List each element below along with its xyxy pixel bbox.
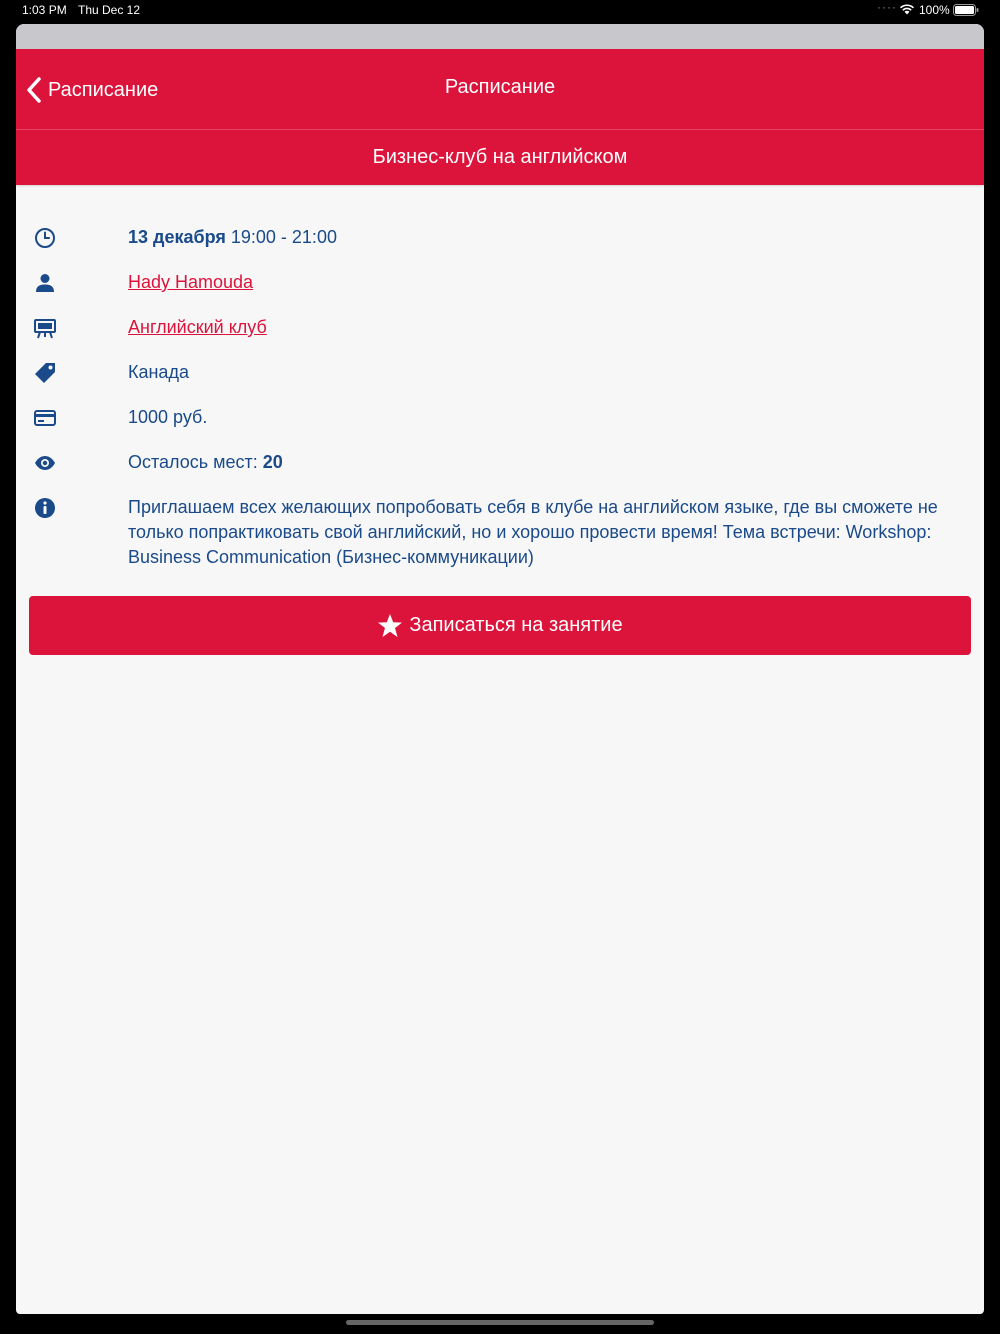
modal-sheet <box>16 24 984 1314</box>
lesson-date: 13 декабря <box>128 227 226 247</box>
teacher-row <box>16 270 984 315</box>
page-title: Расписание <box>444 76 556 98</box>
status-bar <box>0 0 1000 22</box>
person-icon <box>34 272 56 294</box>
signup-button[interactable] <box>29 596 971 655</box>
star-icon <box>377 613 403 639</box>
signal-dots-icon: ···· <box>877 0 897 14</box>
wifi-icon <box>899 3 915 15</box>
description-text: Приглашаем всех желающих попробовать себя в клубе на английском языке, где вы сможете не только попрактиковать свой английский, но и хорошо провести время! Тема встречи: Workshop: Business Communication (Бизнес-коммуникации) <box>128 497 938 567</box>
location-text: Канада <box>128 362 189 382</box>
back-label: Расписание <box>48 78 159 101</box>
seats-value: 20 <box>262 452 283 472</box>
status-time: 1:03 PM <box>22 3 67 17</box>
lesson-time: 19:00 - 21:00 <box>230 227 337 247</box>
datetime-row <box>16 225 984 270</box>
lesson-details <box>16 185 984 570</box>
description-row <box>16 495 984 570</box>
status-date: Thu Dec 12 <box>78 3 141 17</box>
teacher-link[interactable]: Hady Hamouda <box>128 272 254 292</box>
price-text: 1000 руб. <box>128 407 208 427</box>
location-row <box>16 360 984 405</box>
clock-icon <box>34 227 56 249</box>
eye-icon <box>34 452 56 474</box>
club-link[interactable]: Английский клуб <box>128 317 267 337</box>
info-icon <box>34 497 56 519</box>
signup-label: Записаться на занятие <box>409 614 623 636</box>
sheet-top-bar <box>16 24 984 49</box>
club-row <box>16 315 984 360</box>
battery-icon <box>953 4 979 16</box>
easel-icon <box>34 317 56 339</box>
price-row <box>16 405 984 450</box>
tag-icon <box>34 362 56 384</box>
lesson-title: Бизнес-клуб на английском <box>16 129 984 185</box>
credit-card-icon <box>34 407 56 429</box>
home-indicator[interactable] <box>346 1320 654 1325</box>
seats-label: Осталось мест: <box>128 452 258 472</box>
seats-row <box>16 450 984 495</box>
battery-percent: 100% <box>919 3 950 17</box>
navigation-bar <box>16 49 984 129</box>
